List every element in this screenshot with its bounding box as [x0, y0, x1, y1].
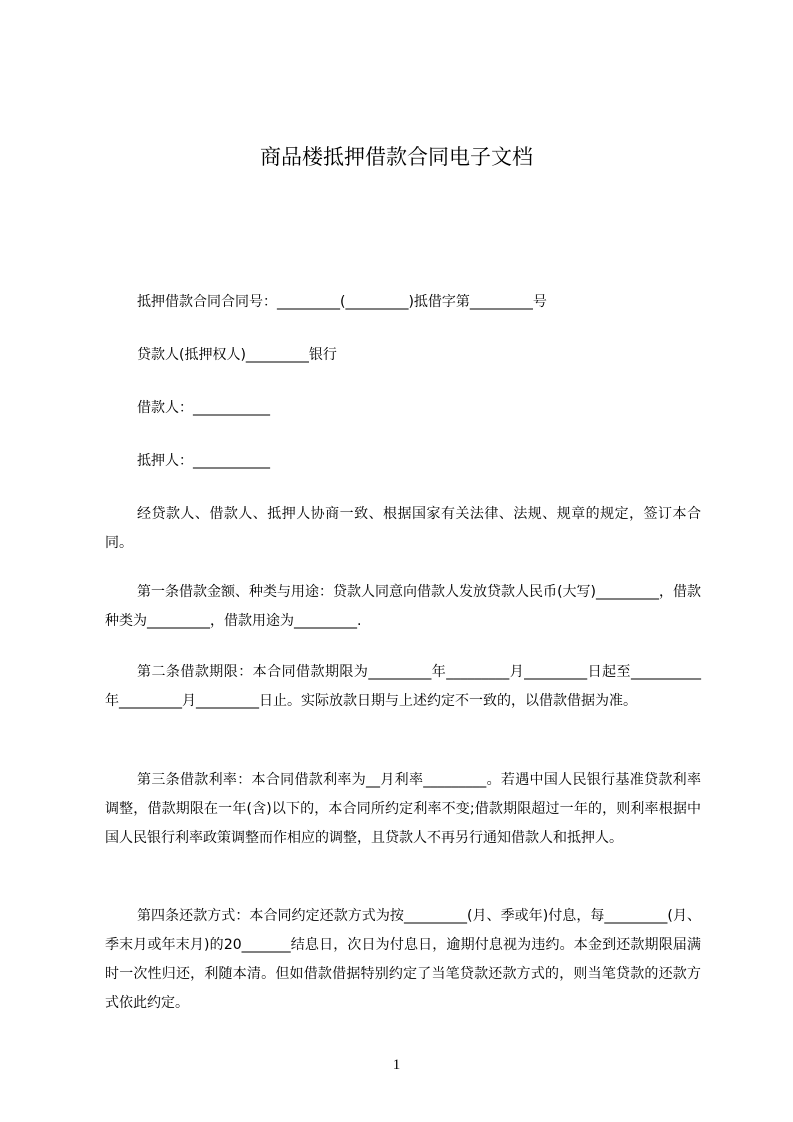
article-1-paragraph: 第一条借款金额、种类与用途：贷款人同意向借款人发放贷款人民币(大写)_________，借款种类为_________，借款用途为_________.	[105, 584, 701, 629]
article-4-paragraph: 第四条还款方式：本合同约定还款方式为按_________(月、季或年)付息，每_________(月、季末月或年末月)的20_______结息日，次日为付息日，逾期付息视为违约。本金到还款期限届满时一次性归还，利随本清。但如借款借据特别约定了当笔贷款还款方式的，则当笔贷款的还款方式依此约定。	[105, 908, 701, 1011]
mortgagor-line: 抵押人：___________	[137, 453, 270, 469]
intro-paragraph: 经贷款人、借款人、抵押人协商一致、根据国家有关法律、法规、规章的规定，签订本合同。	[105, 506, 701, 551]
article-2-paragraph: 第二条借款期限：本合同借款期限为_________年_________月_________日起至__________年_________月_________日止。实际放款日期与上述约定不一致的，以借款借据为准。	[105, 664, 701, 709]
borrower-line: 借款人：___________	[137, 400, 270, 416]
lender-line: 贷款人(抵押权人)_________银行	[137, 347, 337, 363]
page-number: 1	[392, 1057, 401, 1073]
contract-number-line: 抵押借款合同合同号：_________(_________)抵借字第_________号	[137, 294, 547, 310]
document-title: 商品楼抵押借款合同电子文档	[260, 145, 533, 169]
article-3-paragraph: 第三条借款利率：本合同借款利率为__月利率_________。若遇中国人民银行基准贷款利率调整，借款期限在一年(含)以下的，本合同所约定利率不变;借款期限超过一年的，则利率根据中国人民银行利率政策调整而作相应的调整，且贷款人不再另行通知借款人和抵押人。	[105, 772, 701, 846]
